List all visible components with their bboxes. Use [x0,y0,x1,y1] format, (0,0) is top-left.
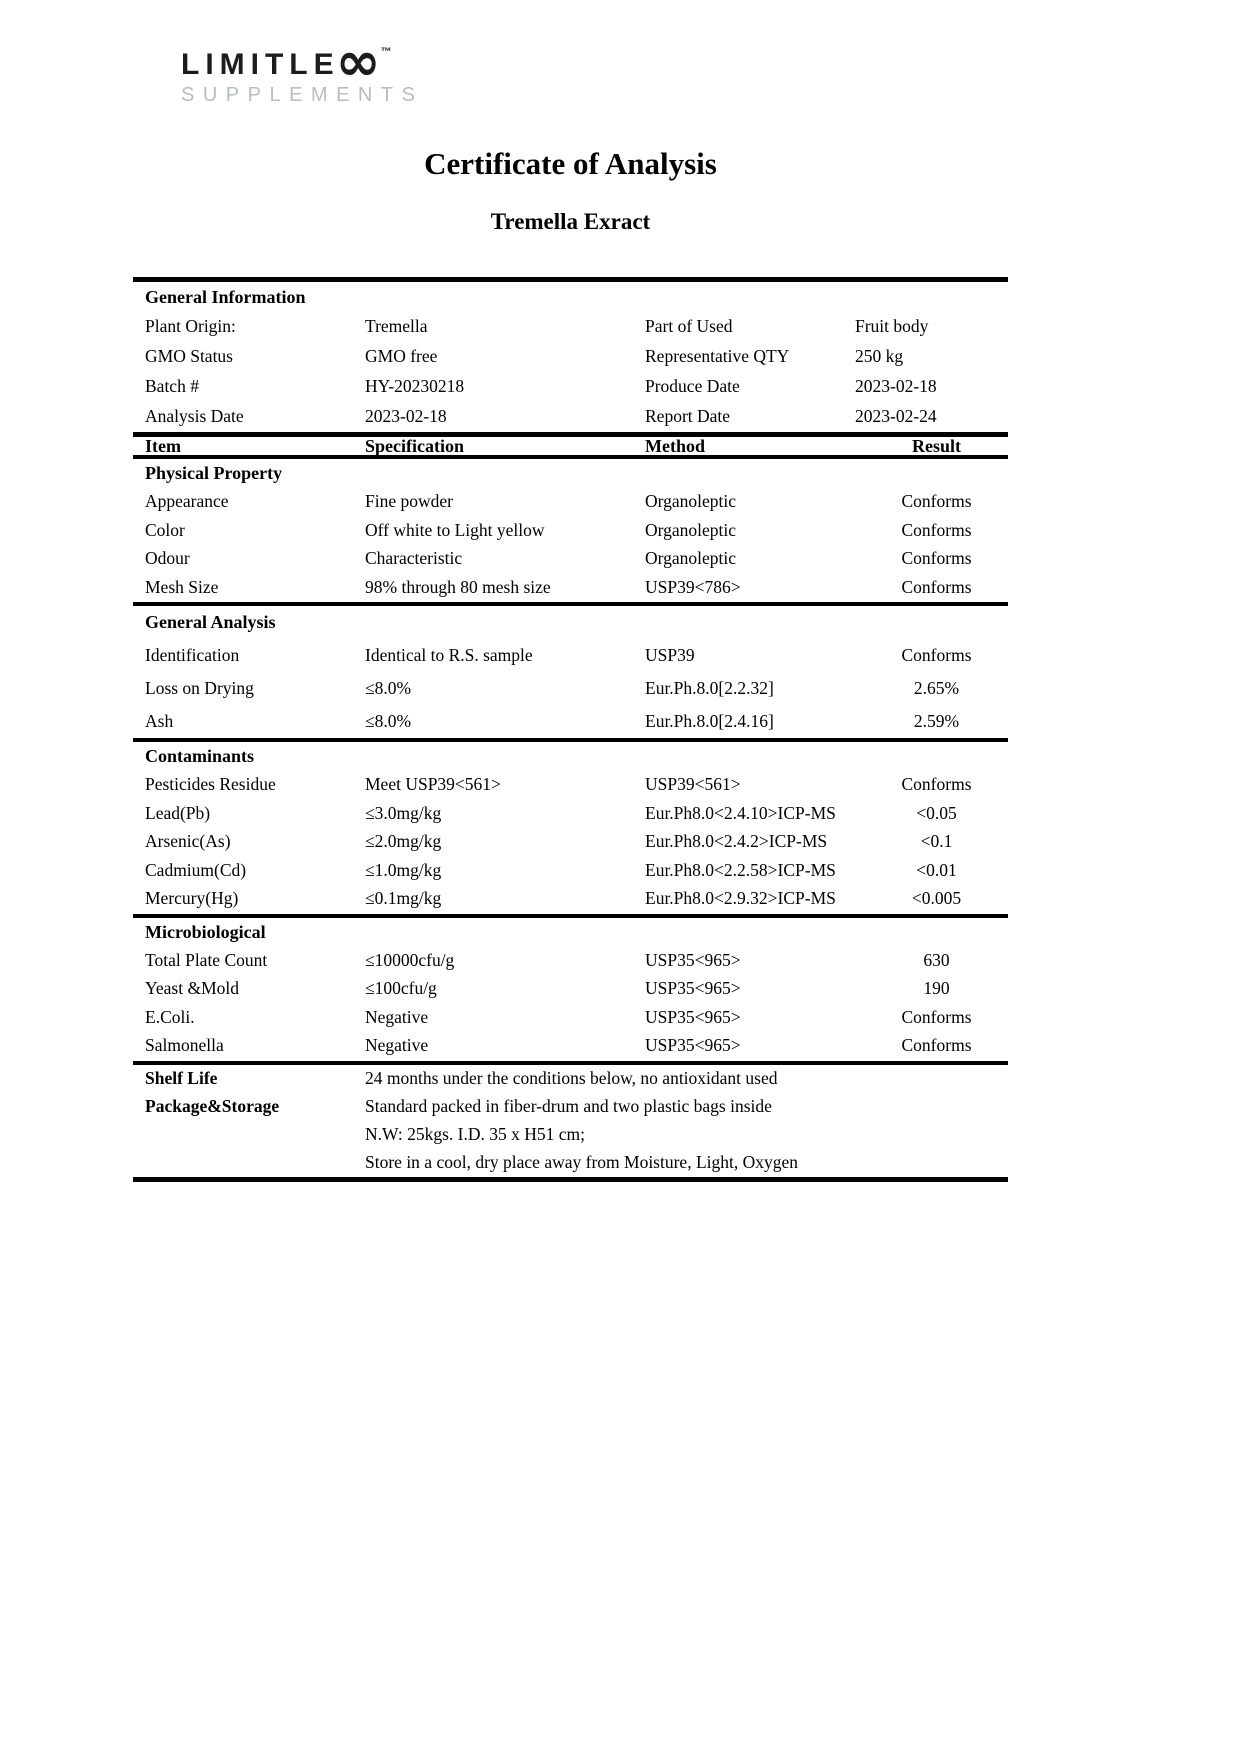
specification-cell: ≤100cfu/g [365,978,437,999]
table-row [133,975,1008,1004]
table-row [133,946,1008,975]
section-heading: General Analysis [145,612,276,633]
info-label: Report Date [645,406,731,427]
result-cell: Conforms [901,491,972,512]
header-result: Result [912,436,961,456]
item-cell: E.Coli. [145,1006,195,1027]
storage-label: Package&Storage [145,1096,280,1117]
specification-cell: Fine powder [365,491,453,512]
general-info-row [133,372,1008,402]
logo-brand-text: LIMITLE [181,48,340,81]
item-cell: Yeast &Mold [145,978,240,999]
info-label: GMO Status [145,346,233,367]
method-cell: Eur.Ph.8.0[2.2.32] [645,677,774,698]
general-info-row [133,312,1008,342]
table-row [133,1003,1008,1032]
result-cell: Conforms [901,644,972,665]
storage-label [133,1149,365,1177]
storage-label [133,1121,365,1149]
table-header-row [133,432,1008,459]
table-row [133,545,1008,574]
storage-text: 24 months under the conditions below, no antioxidant used [365,1067,778,1088]
info-label: Analysis Date [145,406,244,427]
specification-cell: Identical to R.S. sample [365,644,533,665]
storage-row [133,1093,1008,1121]
info-value: Tremella [365,316,428,337]
result-cell: 630 [923,949,950,970]
specification-cell: Meet USP39<561> [365,774,501,795]
result-cell: Conforms [901,548,972,569]
storage-row [133,1121,1008,1149]
result-cell: <0.1 [920,831,953,852]
specification-cell: ≤1.0mg/kg [365,859,442,880]
infinity-icon: ∞ [335,30,381,93]
general-info-rows [133,312,1008,432]
storage-row [133,1065,1008,1093]
item-cell: Arsenic(As) [145,831,231,852]
table-row [133,639,1008,672]
result-cell: <0.005 [911,888,962,909]
general-information-section [133,282,1008,432]
document-title: Certificate of Analysis [424,146,717,181]
result-cell: Conforms [901,1035,972,1056]
table-row [133,1032,1008,1061]
item-cell: Ash [145,710,174,731]
method-cell: USP39 [645,644,695,665]
info-value: Fruit body [855,316,929,337]
result-cell: <0.01 [916,859,957,880]
item-cell: Odour [145,548,190,569]
storage-text: Store in a cool, dry place away from Moisture, Light, Oxygen [365,1152,799,1173]
result-cell: 2.59% [913,710,960,731]
storage-text: N.W: 25kgs. I.D. 35 x H51 cm; [365,1124,586,1145]
general-information-heading: General Information [145,287,306,307]
result-cell: <0.05 [916,802,957,823]
result-cell: Conforms [901,519,972,540]
info-label: Batch # [145,376,199,397]
item-cell: Mercury(Hg) [145,888,239,909]
logo-subtext: SUPPLEMENTS [181,84,424,106]
logo-wordmark [181,30,423,93]
info-value: 250 kg [855,346,904,367]
result-cell: Conforms [901,576,972,597]
analysis-sections [133,459,1008,1065]
table-row [133,488,1008,517]
header-method: Method [645,436,705,456]
info-value: HY-20230218 [365,376,465,397]
method-cell: USP39<786> [645,576,741,597]
section-heading: Microbiological [145,921,266,942]
info-value: 2023-02-24 [855,406,937,427]
info-value: 2023-02-18 [365,406,447,427]
storage-row [133,1149,1008,1177]
method-cell: Organoleptic [645,548,737,569]
table-row [133,799,1008,828]
method-cell: Eur.Ph.8.0[2.4.16] [645,710,774,731]
item-cell: Identification [145,644,240,665]
method-cell: USP35<965> [645,1006,741,1027]
table-row [133,771,1008,800]
method-cell: Eur.Ph8.0<2.2.58>ICP-MS [645,859,836,880]
table-section [133,742,1008,918]
method-cell: Eur.Ph8.0<2.4.2>ICP-MS [645,831,828,852]
item-cell: Loss on Drying [145,677,254,698]
table-section [133,918,1008,1065]
item-cell: Total Plate Count [145,949,268,970]
method-cell: USP35<965> [645,949,741,970]
general-info-row [133,402,1008,432]
header-specification: Specification [365,436,464,456]
item-cell: Lead(Pb) [145,802,211,823]
table-row [133,672,1008,705]
result-cell: 2.65% [913,677,960,698]
section-heading: Physical Property [145,463,283,484]
table-row [133,516,1008,545]
result-cell: Conforms [901,774,972,795]
result-cell: Conforms [901,1006,972,1027]
item-cell: Appearance [145,491,229,512]
trademark-symbol: ™ [380,46,392,58]
specification-cell: ≤8.0% [365,677,412,698]
specification-cell: ≤8.0% [365,710,412,731]
method-cell: Eur.Ph8.0<2.9.32>ICP-MS [645,888,836,909]
result-cell: 190 [923,978,950,999]
method-cell: Organoleptic [645,519,737,540]
specification-cell: Negative [365,1006,429,1027]
specification-cell: Characteristic [365,548,463,569]
table-row [133,856,1008,885]
info-value: GMO free [365,346,438,367]
item-cell: Salmonella [145,1035,224,1056]
method-cell: USP35<965> [645,1035,741,1056]
table-row [133,885,1008,914]
specification-cell: ≤0.1mg/kg [365,888,442,909]
item-cell: Pesticides Residue [145,774,276,795]
specification-cell: ≤10000cfu/g [365,949,455,970]
header-item: Item [145,436,181,456]
info-value: 2023-02-18 [855,376,937,397]
table-row [133,705,1008,738]
company-logo [181,30,424,107]
method-cell: Eur.Ph8.0<2.4.10>ICP-MS [645,802,836,823]
method-cell: Organoleptic [645,491,737,512]
table-section [133,459,1008,606]
item-cell: Mesh Size [145,576,219,597]
info-label: Plant Origin: [145,316,236,337]
storage-label: Shelf Life [145,1067,218,1088]
method-cell: USP39<561> [645,774,741,795]
specification-cell: 98% through 80 mesh size [365,576,551,597]
item-cell: Color [145,519,185,540]
specification-cell: Off white to Light yellow [365,519,545,540]
section-heading: Contaminants [145,746,255,767]
general-info-row [133,342,1008,372]
storage-text: Standard packed in fiber-drum and two plastic bags inside [365,1096,772,1117]
method-cell: USP35<965> [645,978,741,999]
table-row [133,573,1008,602]
item-cell: Cadmium(Cd) [145,859,247,880]
table-section [133,606,1008,742]
info-label: Representative QTY [645,346,790,367]
table-row [133,828,1008,857]
info-label: Produce Date [645,376,740,397]
product-name: Tremella Exract [490,209,651,234]
certificate-table [133,277,1008,1182]
info-label: Part of Used [645,316,733,337]
specification-cell: ≤2.0mg/kg [365,831,442,852]
storage-section [133,1065,1008,1178]
specification-cell: Negative [365,1035,429,1056]
specification-cell: ≤3.0mg/kg [365,802,442,823]
